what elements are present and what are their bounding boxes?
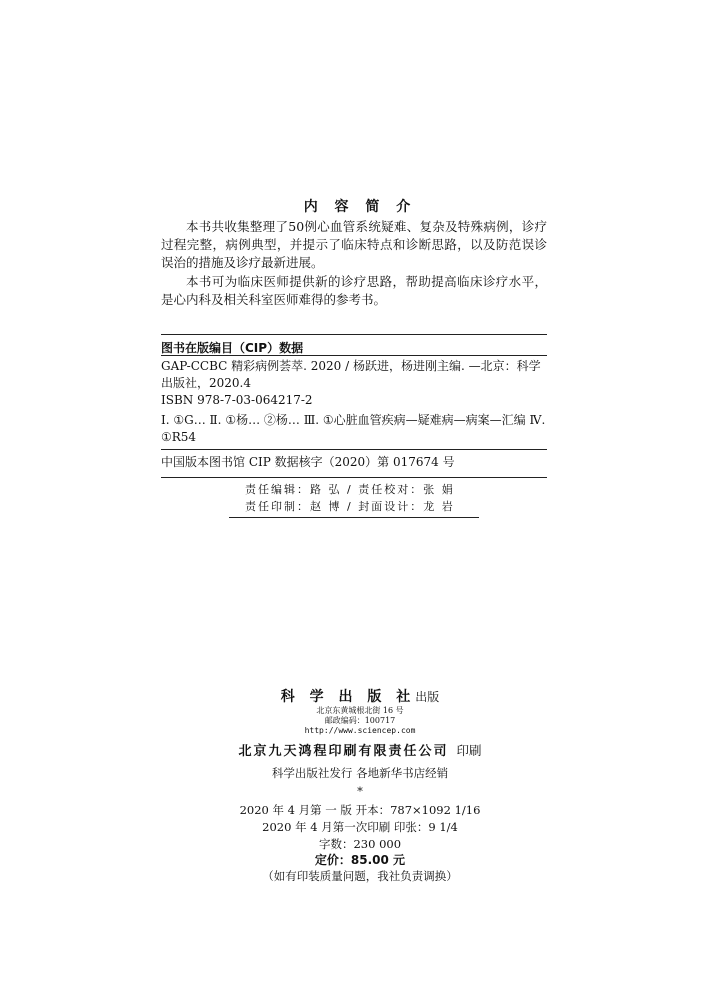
cip-title: 图书在版编目（CIP）数据 (161, 341, 304, 355)
publisher-url: http://www.sciencep.com (304, 726, 416, 735)
cip-middle-rule (161, 449, 547, 450)
edition-line: 2020 年 4 月第 一 版 开本：787×1092 1/16 (239, 803, 481, 817)
printer-suffix: 印刷 (456, 743, 482, 758)
publisher-address: 北京东黄城根北街 16 号 (316, 706, 404, 715)
cip-title-rule (161, 355, 547, 356)
summary-title: 内 容 简 介 (303, 199, 417, 215)
credits-line-2: 责任印制：赵 博 / 封面设计：龙 岩 (245, 500, 455, 513)
summary-text (161, 218, 547, 309)
cip-bottom-rule (161, 477, 547, 478)
editor-credits (245, 481, 455, 515)
cip-verification-block (161, 454, 549, 471)
printer-row (0, 740, 720, 759)
cip-block (161, 358, 549, 409)
publisher-name: 科 学 出 版 社 (280, 689, 416, 705)
cip-classification: Ⅰ. ①G… Ⅱ. ①杨… ②杨… Ⅲ. ①心脏血管疾病—疑难病—病案—汇编 Ⅳ. ①R54 (161, 413, 546, 444)
cip-bibliographic-line: GAP-CCBC 精彩病例荟萃. 2020 / 杨跃进，杨进刚主编. —北京：科学出版社，2020.4 (161, 359, 541, 390)
publisher-suffix: 出版 (415, 690, 440, 704)
word-count: 字数：230 000 (318, 837, 402, 851)
cip-isbn: ISBN 978-7-03-064217-2 (161, 393, 313, 407)
cip-verification: 中国版本图书馆 CIP 数据核字（2020）第 017674 号 (161, 455, 455, 469)
publisher-postcode: 邮政编码：100717 (324, 716, 396, 725)
quality-note: （如有印装质量问题，我社负责调换） (262, 869, 458, 883)
printer-name: 北京九天鸿程印刷有限责任公司 (238, 744, 449, 759)
distribution-line: 科学出版社发行 各地新华书店经销 (271, 766, 449, 780)
separator-star: * (357, 784, 363, 798)
cip-classification-block (161, 412, 549, 446)
summary-paragraph-1: 本书共收集整理了50例心血管系统疑难、复杂及特殊病例，诊疗过程完整，病例典型，并提示了临床特点和诊断思路，以及防范误诊误治的措施及诊疗最新进展。 (161, 219, 547, 271)
cip-top-rule (161, 334, 547, 335)
publisher-row (0, 686, 720, 706)
credits-line-1: 责任编辑：路 弘 / 责任校对：张 娟 (245, 483, 455, 496)
summary-paragraph-2: 本书可为临床医师提供新的诊疗思路，帮助提高临床诊疗水平，是心内科及相关科室医师难得的参考书。 (161, 273, 547, 307)
printing-line: 2020 年 4 月第一次印刷 印张：9 1/4 (262, 820, 458, 834)
price: 定价：85.00 元 (314, 853, 406, 867)
credits-rule (229, 517, 479, 518)
